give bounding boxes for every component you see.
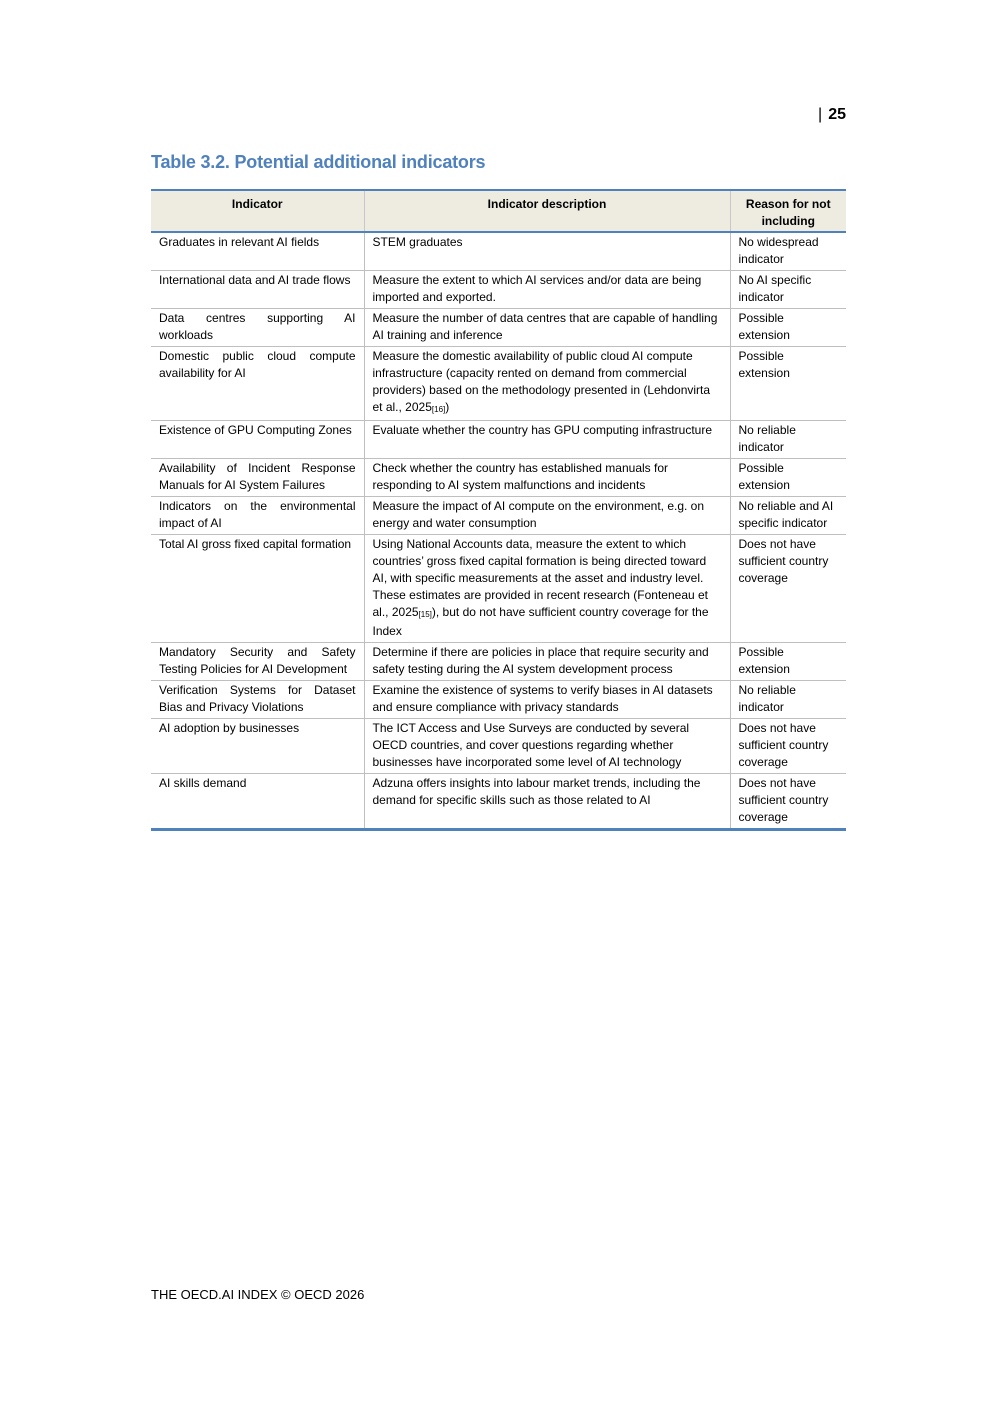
cell-indicator: AI adoption by businesses: [151, 719, 364, 774]
cell-indicator: Domestic public cloud compute availability for AI: [151, 347, 364, 421]
cell-indicator: Mandatory Security and Safety Testing Policies for AI Development: [151, 643, 364, 681]
table-row: [151, 719, 846, 774]
table-header-row: [151, 190, 846, 232]
table-row: [151, 643, 846, 681]
header-description: Indicator description: [364, 190, 730, 232]
cell-indicator: Existence of GPU Computing Zones: [151, 421, 364, 459]
description-tail: ): [445, 400, 450, 414]
cell-reason: No reliable and AI specific indicator: [730, 497, 846, 535]
description-text: Measure the number of data centres that are capable of handling AI training and inference: [372, 311, 718, 342]
description-text: Examine the existence of systems to verify biases in AI datasets and ensure compliance with privacy standards: [372, 683, 713, 714]
cell-indicator: Indicators on the environmental impact of AI: [151, 497, 364, 535]
description-text: Using National Accounts data, measure the extent to which countries’ gross fixed capital formation is being directed toward AI, with specific measurements at the asset and industry level. These estimates are provided in recent research (Fonteneau et al., 2025: [372, 537, 709, 619]
table-row: [151, 459, 846, 497]
cell-indicator: Total AI gross fixed capital formation: [151, 535, 364, 643]
cell-reason: Possible extension: [730, 459, 846, 497]
description-text: Evaluate whether the country has GPU computing infrastructure: [372, 423, 713, 437]
table-row: [151, 232, 846, 271]
cell-description: [364, 309, 730, 347]
cell-description: [364, 347, 730, 421]
table-row: [151, 309, 846, 347]
table-row: [151, 774, 846, 830]
page-number: [818, 106, 846, 124]
cell-description: [364, 643, 730, 681]
table-row: [151, 271, 846, 309]
cell-indicator: Verification Systems for Dataset Bias and Privacy Violations: [151, 681, 364, 719]
page-number-separator: |: [818, 106, 823, 123]
cell-reason: Does not have sufficient country coverage: [730, 535, 846, 643]
cell-description: [364, 232, 730, 271]
cell-description: [364, 719, 730, 774]
description-text: Measure the domestic availability of public cloud AI compute infrastructure (capacity rented on demand from commercial providers) based on the methodology presented in (Lehdonvirta et al., 2025: [372, 349, 711, 414]
cell-indicator: Data centres supporting AI workloads: [151, 309, 364, 347]
table-row: [151, 497, 846, 535]
cell-description: [364, 681, 730, 719]
cell-indicator: International data and AI trade flows: [151, 271, 364, 309]
cell-indicator: AI skills demand: [151, 774, 364, 830]
cell-description: [364, 774, 730, 830]
table-row: [151, 347, 846, 421]
cell-reason: No widespread indicator: [730, 232, 846, 271]
cell-reason: Possible extension: [730, 643, 846, 681]
description-text: Determine if there are policies in place that require security and safety testing during the AI system development process: [372, 645, 709, 676]
reference-marker: [16]: [431, 405, 446, 414]
cell-reason: Possible extension: [730, 347, 846, 421]
description-tail: ), but do not have sufficient country coverage for the Index: [372, 605, 709, 638]
description-text: Measure the extent to which AI services and/or data are being imported and exported.: [372, 273, 702, 304]
cell-indicator: Availability of Incident Response Manuals for AI System Failures: [151, 459, 364, 497]
description-text: STEM graduates: [372, 235, 463, 249]
description-text: The ICT Access and Use Surveys are conducted by several OECD countries, and cover questions regarding whether businesses have incorporated some level of AI technology: [372, 721, 690, 769]
table-body: [151, 232, 846, 830]
cell-reason: Does not have sufficient country coverage: [730, 719, 846, 774]
header-indicator: Indicator: [151, 190, 364, 232]
cell-description: [364, 421, 730, 459]
cell-description: [364, 535, 730, 643]
cell-description: [364, 459, 730, 497]
description-text: Adzuna offers insights into labour market trends, including the demand for specific skills such as those related to AI: [372, 776, 701, 807]
reference-marker: [15]: [418, 610, 432, 619]
page-number-value: 25: [828, 106, 846, 123]
page-footer: THE OECD.AI INDEX © OECD 2026: [151, 1287, 365, 1302]
cell-description: [364, 271, 730, 309]
cell-reason: No reliable indicator: [730, 421, 846, 459]
indicators-table: [151, 189, 846, 831]
cell-reason: No reliable indicator: [730, 681, 846, 719]
description-text: Check whether the country has established manuals for responding to AI system malfunctions and incidents: [372, 461, 668, 492]
cell-reason: Does not have sufficient country coverage: [730, 774, 846, 830]
cell-description: [364, 497, 730, 535]
description-text: Measure the impact of AI compute on the environment, e.g. on energy and water consumption: [372, 499, 705, 530]
table-row: [151, 421, 846, 459]
table-row: [151, 681, 846, 719]
cell-reason: No AI specific indicator: [730, 271, 846, 309]
cell-reason: Possible extension: [730, 309, 846, 347]
cell-indicator: Graduates in relevant AI fields: [151, 232, 364, 271]
table-title: Table 3.2. Potential additional indicators: [151, 152, 486, 172]
table-row: [151, 535, 846, 643]
header-reason: Reason for not including: [730, 190, 846, 232]
